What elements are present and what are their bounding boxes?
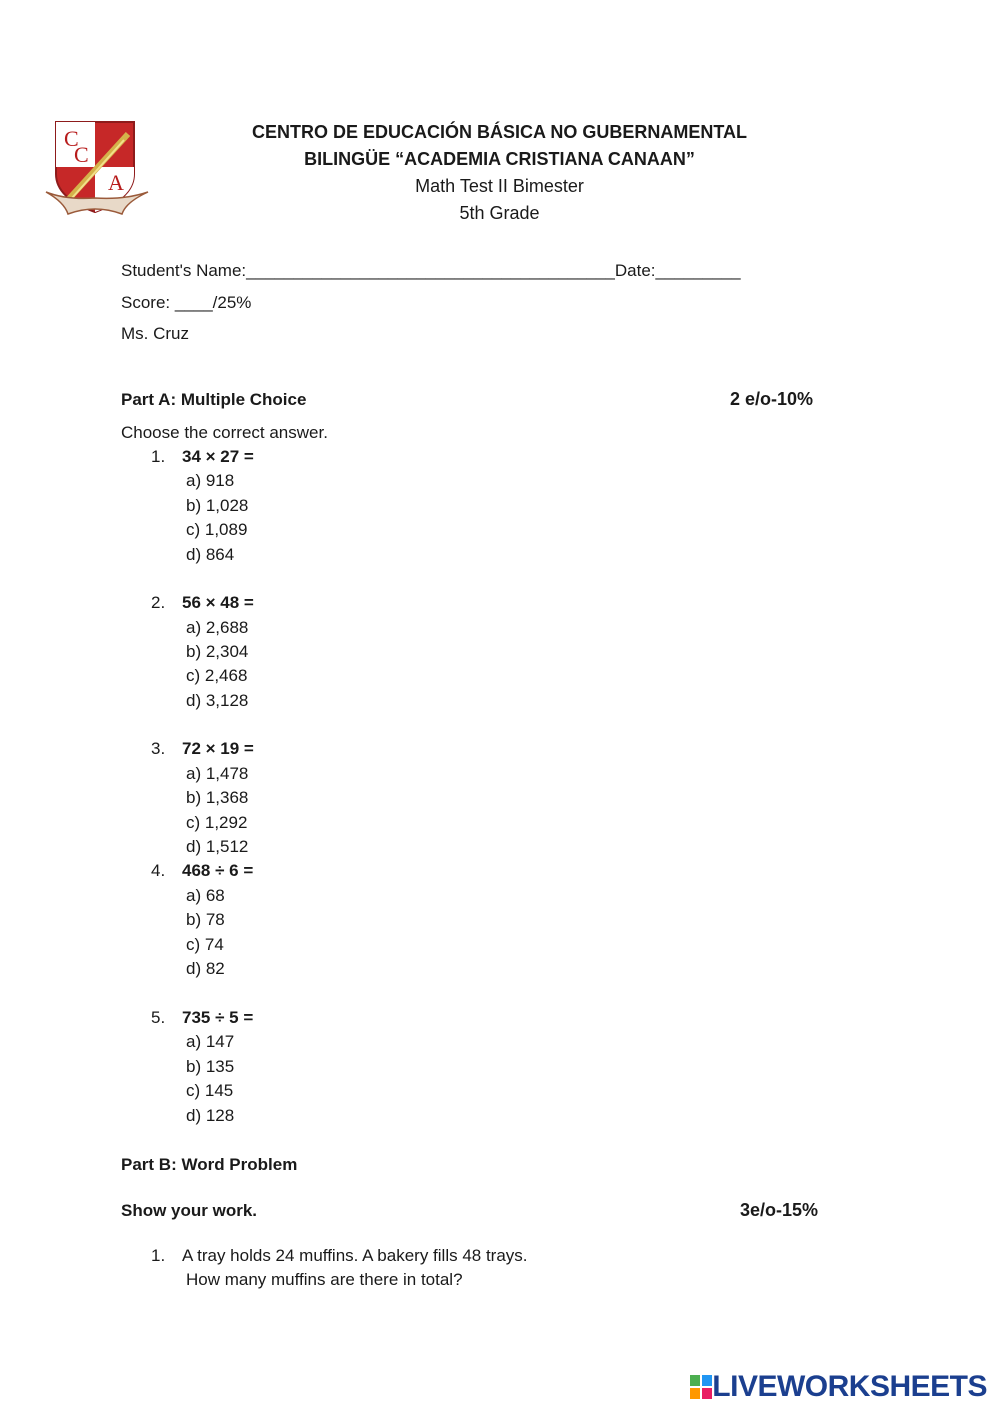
part-a-points: 2 e/o-10% [730,389,814,409]
question-2-number: 2. [151,593,166,612]
grade-label: 5th Grade [459,203,540,223]
question-4-option-c[interactable]: c) 74 [186,935,224,954]
question-5-number: 5. [151,1008,166,1027]
word-problem-1-number: 1. [151,1246,166,1265]
school-name-line2: BILINGÜE “ACADEMIA CRISTIANA CANAAN” [304,149,695,169]
question-2-option-c[interactable]: c) 2,468 [186,666,248,685]
date-label: Date: [614,261,656,280]
logo-letter-c2: C [74,142,89,167]
question-1-number: 1. [151,447,166,466]
part-b-instruction: Show your work. [121,1201,258,1220]
logo-letter-a: A [108,170,124,195]
question-1-text: 34 × 27 = [182,447,254,466]
test-title: Math Test II Bimester [415,176,584,196]
question-3-option-d[interactable]: d) 1,512 [186,837,249,856]
part-b-title: Part B: Word Problem [121,1155,298,1174]
question-2-option-a[interactable]: a) 2,688 [186,618,249,637]
question-5-option-b[interactable]: b) 135 [186,1057,235,1076]
question-3-option-a[interactable]: a) 1,478 [186,764,249,783]
teacher-name: Ms. Cruz [121,324,189,343]
question-1-option-a[interactable]: a) 918 [186,471,235,490]
word-problem-1-line2: How many muffins are there in total? [186,1270,463,1289]
question-4-text: 468 ÷ 6 = [182,861,254,880]
liveworksheets-logo-icon [690,1375,712,1399]
word-problem-1-line1: A tray holds 24 muffins. A bakery fills 48 trays. [182,1246,528,1265]
question-4-option-a[interactable]: a) 68 [186,886,225,905]
date-blank[interactable]: _________ [655,261,741,280]
liveworksheets-wordmark: LIVEWORKSHEETS [712,1370,987,1403]
student-name-blank[interactable]: _______________________________________ [246,261,615,280]
question-2-option-b[interactable]: b) 2,304 [186,642,249,661]
part-a-instruction: Choose the correct answer. [121,423,328,442]
student-name-line [121,261,741,281]
part-a-title: Part A: Multiple Choice [121,390,307,409]
question-4-number: 4. [151,861,166,880]
question-5-text: 735 ÷ 5 = [182,1008,254,1027]
question-4-option-d[interactable]: d) 82 [186,959,225,978]
student-name-label: Student's Name: [121,261,247,280]
question-3-number: 3. [151,739,166,758]
question-2-text: 56 × 48 = [182,593,254,612]
question-1-option-c[interactable]: c) 1,089 [186,520,248,539]
question-1-option-d[interactable]: d) 864 [186,545,235,564]
question-4-option-b[interactable]: b) 78 [186,910,225,929]
part-b-points: 3e/o-15% [740,1200,819,1220]
logo-letter-c1: C [64,126,79,151]
question-3-option-b[interactable]: b) 1,368 [186,788,249,807]
question-2-option-d[interactable]: d) 3,128 [186,691,249,710]
score-line: Score: ____/25% [121,293,252,312]
question-5-option-a[interactable]: a) 147 [186,1032,235,1051]
question-3-option-c[interactable]: c) 1,292 [186,813,248,832]
liveworksheets-brand [690,1372,987,1402]
question-5-option-c[interactable]: c) 145 [186,1081,234,1100]
question-1-option-b[interactable]: b) 1,028 [186,496,249,515]
question-3-text: 72 × 19 = [182,739,254,758]
school-name-line1: CENTRO DE EDUCACIÓN BÁSICA NO GUBERNAMENTAL [252,122,747,142]
question-5-option-d[interactable]: d) 128 [186,1106,235,1125]
